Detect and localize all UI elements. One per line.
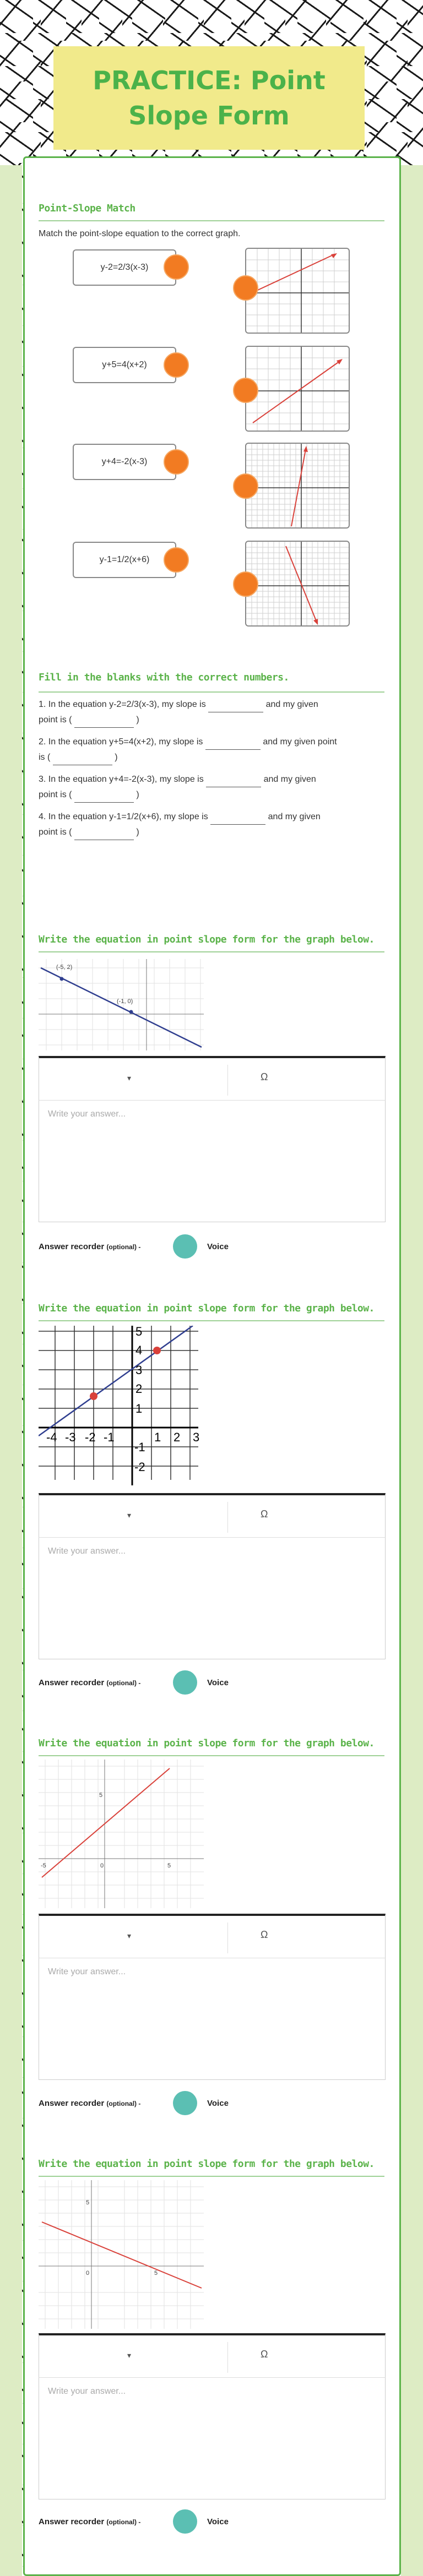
answer-toolbar	[39, 1056, 386, 1100]
y-tick-label: 3	[135, 1363, 143, 1377]
toolbar-separator	[227, 1502, 228, 1533]
x-tick-label: -4	[46, 1430, 57, 1444]
y-tick-label: 1	[135, 1402, 143, 1415]
question-title: Write the equation in point slope form for the graph below.	[39, 1303, 375, 1314]
voice-label: Voice	[207, 1242, 229, 1251]
fill-section-title: Fill in the blanks with the correct numbers.	[39, 672, 289, 683]
match-graph-4	[246, 542, 349, 625]
match-connector-dot[interactable]	[164, 547, 189, 573]
point-label: (-5, 2)	[56, 964, 73, 971]
side-panel-left	[0, 165, 22, 2576]
y-tick-label: 2	[135, 1382, 143, 1396]
match-connector-dot[interactable]	[164, 352, 189, 378]
equation-card[interactable]	[73, 444, 176, 480]
x-tick-label: 3	[193, 1430, 200, 1444]
y-tick-label: 5	[86, 2199, 90, 2206]
match-graph-1	[246, 249, 349, 333]
section-divider	[39, 220, 384, 221]
match-graph-card[interactable]	[245, 346, 350, 432]
equation-card[interactable]	[73, 347, 176, 383]
x-tick-label: 1	[154, 1430, 161, 1444]
match-connector-dot[interactable]	[233, 571, 258, 597]
voice-label: Voice	[207, 2099, 229, 2108]
match-connector-dot[interactable]	[233, 473, 258, 499]
answer-toolbar	[39, 1493, 386, 1537]
match-graph-card[interactable]	[245, 443, 350, 529]
answer-recorder-label: Answer recorder (optional) -	[39, 2517, 141, 2526]
section-divider	[39, 1320, 384, 1321]
special-char-button[interactable]: Ω	[261, 1508, 268, 1520]
answer-textarea[interactable]: Write your answer...	[39, 1537, 386, 1659]
match-graph-3	[246, 444, 349, 527]
question-3-graph	[39, 1760, 204, 1908]
origin-label: 0	[100, 1862, 104, 1869]
match-connector-dot[interactable]	[164, 449, 189, 475]
x-tick-label: -1	[104, 1430, 115, 1444]
question-1-graph	[39, 959, 204, 1050]
match-connector-dot[interactable]	[164, 254, 189, 280]
match-graph-card[interactable]	[245, 541, 350, 627]
question-title: Write the equation in point slope form for the graph below.	[39, 2158, 375, 2170]
format-dropdown[interactable]: ▾	[127, 1511, 132, 1520]
special-char-button[interactable]: Ω	[261, 2349, 268, 2360]
x-tick-label: 5	[154, 2270, 158, 2277]
y-tick-label: 5	[135, 1326, 143, 1338]
match-connector-dot[interactable]	[233, 275, 258, 301]
voice-record-button[interactable]	[173, 1234, 197, 1259]
answer-textarea[interactable]: Write your answer...	[39, 1958, 386, 2080]
question-title: Write the equation in point slope form for the graph below.	[39, 1738, 375, 1749]
point-blank[interactable]	[53, 755, 112, 765]
section-divider	[39, 691, 384, 693]
origin-label: 0	[86, 2270, 90, 2277]
y-tick-label: -2	[134, 1460, 145, 1474]
fill-item: 1. In the equation y-2=2/3(x-3), my slope is and my given point is ( )	[39, 697, 386, 728]
fill-item: 4. In the equation y-1=1/2(x+6), my slope is and my given point is ( )	[39, 809, 386, 840]
x-tick-label: -3	[65, 1430, 76, 1444]
point-blank[interactable]	[74, 830, 134, 840]
answer-recorder-label: Answer recorder (optional) -	[39, 2099, 141, 2108]
answer-recorder-label: Answer recorder (optional) -	[39, 1678, 141, 1687]
toolbar-separator	[227, 1923, 228, 1953]
fill-item: 2. In the equation y+5=4(x+2), my slope is and my given point is ( )	[39, 734, 386, 765]
format-dropdown[interactable]: ▾	[127, 1931, 132, 1940]
equation-card[interactable]	[73, 249, 176, 286]
slope-blank[interactable]	[206, 777, 261, 787]
equation-label: y+5=4(x+2)	[102, 360, 147, 369]
fill-item: 3. In the equation y+4=-2(x-3), my slope is and my given point is ( )	[39, 772, 386, 803]
x-tick-label: 5	[167, 1862, 171, 1869]
question-title: Write the equation in point slope form for the graph below.	[39, 934, 375, 945]
answer-recorder-label: Answer recorder (optional) -	[39, 1242, 141, 1251]
equation-label: y+4=-2(x-3)	[101, 457, 148, 466]
answer-textarea[interactable]: Write your answer...	[39, 2377, 386, 2499]
answer-toolbar	[39, 1914, 386, 1958]
answer-textarea[interactable]: Write your answer...	[39, 1100, 386, 1222]
toolbar-separator	[227, 1065, 228, 1096]
voice-label: Voice	[207, 2517, 229, 2526]
section-divider	[39, 1755, 384, 1756]
x-tick-label: -2	[85, 1430, 96, 1444]
format-dropdown[interactable]: ▾	[127, 2351, 132, 2360]
toolbar-separator	[227, 2342, 228, 2373]
match-graph-card[interactable]	[245, 248, 350, 334]
format-dropdown[interactable]: ▾	[127, 1074, 132, 1082]
side-panel-right	[401, 165, 423, 2576]
question-4-graph	[39, 2180, 204, 2329]
question-2-graph	[39, 1326, 204, 1491]
x-tick-label: 2	[173, 1430, 181, 1444]
equation-label: y-2=2/3(x-3)	[100, 263, 149, 272]
equation-card[interactable]	[73, 542, 176, 578]
voice-record-button[interactable]	[173, 1670, 197, 1695]
voice-label: Voice	[207, 1678, 229, 1687]
point-blank[interactable]	[74, 718, 134, 728]
match-connector-dot[interactable]	[233, 378, 258, 403]
special-char-button[interactable]: Ω	[261, 1071, 268, 1082]
y-tick-label: 5	[99, 1792, 103, 1799]
title-banner	[53, 46, 365, 150]
match-section-title: Point-Slope Match	[39, 203, 135, 214]
voice-record-button[interactable]	[173, 2091, 197, 2115]
x-tick-label: -5	[41, 1862, 46, 1869]
section-divider	[39, 951, 384, 952]
y-tick-label: 4	[135, 1343, 143, 1357]
slope-blank[interactable]	[210, 815, 265, 825]
slope-blank[interactable]	[208, 702, 263, 712]
y-tick-label: -1	[134, 1440, 145, 1454]
equation-label: y-1=1/2(x+6)	[99, 555, 150, 564]
match-graph-2	[246, 347, 349, 431]
point-label: (-1, 0)	[117, 998, 133, 1005]
special-char-button[interactable]: Ω	[261, 1929, 268, 1940]
page-title: PRACTICE: Point Slope Form	[93, 66, 326, 130]
slope-blank[interactable]	[205, 740, 261, 750]
voice-record-button[interactable]	[173, 2509, 197, 2534]
answer-toolbar	[39, 2333, 386, 2377]
section-divider	[39, 2176, 384, 2177]
match-instruction: Match the point-slope equation to the correct graph.	[39, 229, 241, 238]
point-blank[interactable]	[74, 793, 134, 803]
